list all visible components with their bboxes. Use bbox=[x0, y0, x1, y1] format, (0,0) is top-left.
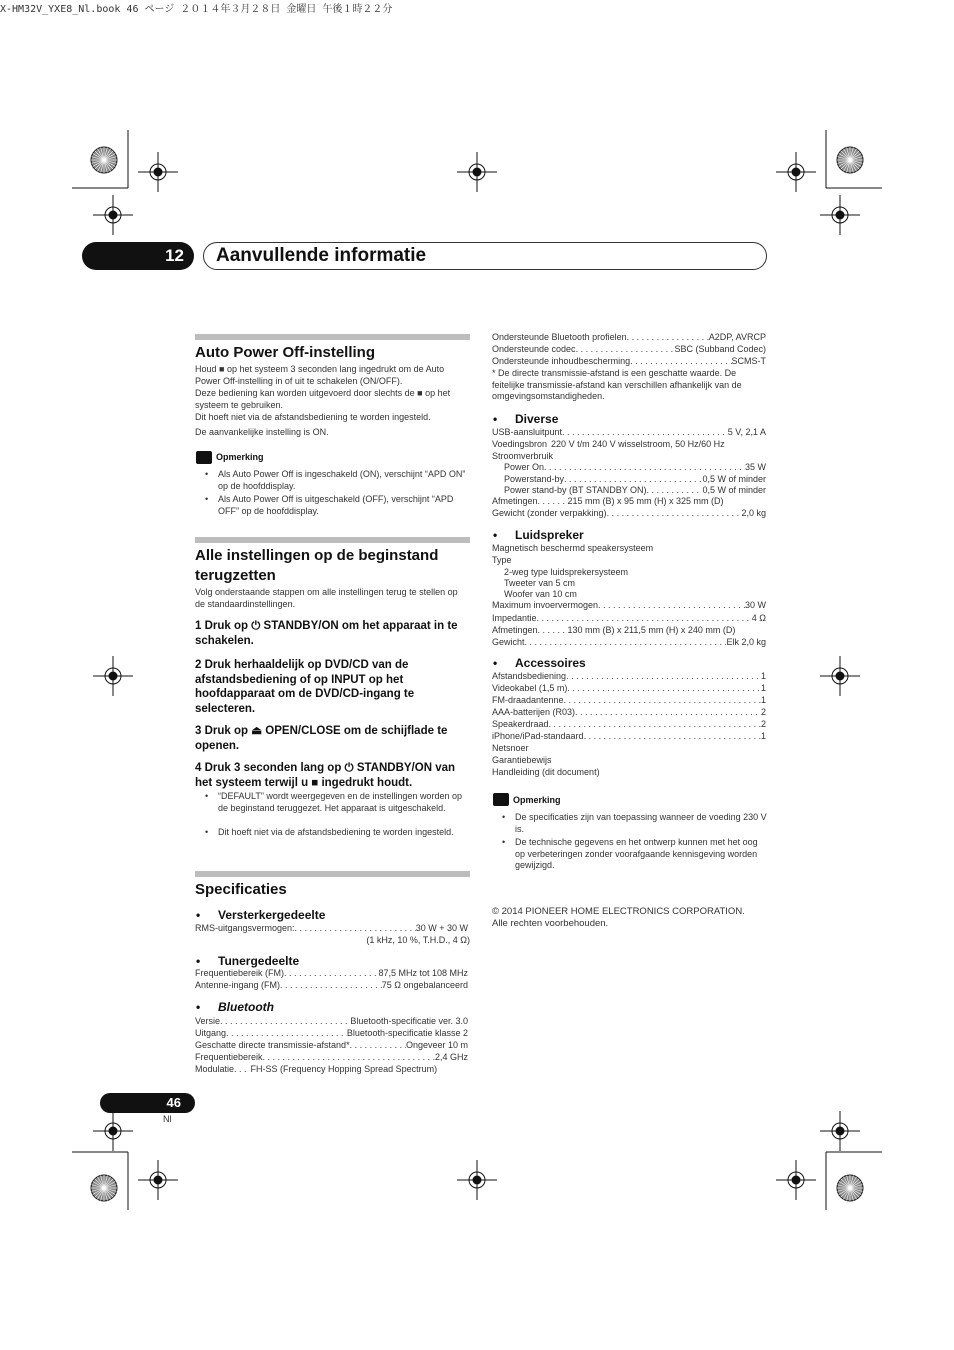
misc-row: Voedingsbron 220 V t/m 240 V wisselstroom, 50 Hz/60 Hz bbox=[492, 439, 725, 449]
accessory-extra: Garantiebewijs bbox=[492, 755, 552, 765]
note-item: • bbox=[502, 837, 506, 847]
accessory-extra: Netsnoer bbox=[492, 743, 529, 753]
speaker-row: Impedantie . . . 4 Ω bbox=[492, 613, 766, 625]
note-item: • bbox=[205, 469, 209, 479]
chapter-title: Aanvullende informatie bbox=[216, 245, 427, 266]
note-label: Opmerking bbox=[216, 452, 264, 462]
tuner-row: Antenne-ingang (FM) . . . 75 Ω ongebalanceerd bbox=[195, 980, 468, 992]
bullet-marker: • bbox=[196, 908, 201, 922]
reset-title-line1: Alle instellingen op de beginstand bbox=[195, 547, 439, 564]
bullet-marker: • bbox=[493, 528, 498, 542]
consumption-row: Powerstand-by . . . 0,5 W of minder bbox=[504, 474, 766, 486]
accessory-row: Speakerdraad . . . 2 bbox=[492, 719, 766, 731]
note-item: De technische gegevens en het ontwerp kunnen met het oog op verbeteringen zonder voorafgaande kennisgeving worden gewijzigd. bbox=[515, 837, 758, 870]
bt-row: Modulatie. . . FH-SS (Frequency Hopping Spread Spectrum) bbox=[195, 1064, 438, 1074]
amp-heading: Versterkergedeelte bbox=[218, 908, 326, 922]
reset-bullet: Dit hoeft niet via de afstandsbediening te worden ingesteld. bbox=[218, 827, 454, 837]
accessory-row: iPhone/iPad-standaard . . . 1 bbox=[492, 731, 766, 743]
speaker-row: Maximum invoervermogen . . . 30 W bbox=[492, 600, 766, 612]
auto-power-p1: Houd ■ op het systeem 3 seconden lang ingedrukt om de Auto Power Off-instelling in of uit te schakelen (ON/OFF). bbox=[195, 364, 445, 386]
auto-power-p4: De aanvankelijke instelling is ON. bbox=[195, 427, 329, 437]
language-code: Nl bbox=[163, 1114, 172, 1124]
copyright-line: Alle rechten voorbehouden. bbox=[492, 918, 609, 929]
speaker-row: Gewicht . . . Elk 2,0 kg bbox=[492, 637, 766, 649]
bt-row: Frequentiebereik . . . 2,4 GHz bbox=[195, 1052, 468, 1064]
auto-power-title: Auto Power Off-instelling bbox=[195, 344, 375, 361]
bt-footnote: * De directe transmissie-afstand is een geschatte waarde. De feitelijke transmissie-afstand kan verschillen afhankelijk van de omgevingsomstandigheden. bbox=[492, 368, 742, 401]
reset-bullet: • bbox=[205, 827, 209, 837]
bullet-marker: • bbox=[493, 656, 498, 670]
bt-row: Ondersteunde codec . . . SBC (Subband Codec) bbox=[492, 344, 766, 356]
misc-heading: Diverse bbox=[515, 412, 559, 426]
section-bar bbox=[195, 537, 470, 543]
note-item: • bbox=[502, 812, 506, 822]
accessory-row: Videokabel (1,5 m) . . . 1 bbox=[492, 683, 766, 695]
speaker-type-line: Tweeter van 5 cm bbox=[504, 578, 576, 588]
print-header: X-HM32V_YXE8_Nl.book 46 ページ ２０１４年３月２８日 金曜日 午後１時２２分 bbox=[0, 4, 393, 15]
bullet-marker: • bbox=[196, 954, 201, 968]
speaker-type-line: Woofer van 10 cm bbox=[504, 589, 577, 599]
speaker-type-label: Type bbox=[492, 555, 512, 565]
reset-step-1: 1 Druk op ⏻ STANDBY/ON om het apparaat in te schakelen. bbox=[195, 620, 458, 647]
auto-power-p2: Deze bediening kan worden uitgevoerd door slechts de ■ op het systeem te gebruiken. bbox=[195, 388, 451, 410]
reset-step-2: 2 Druk herhaaldelijk op DVD/CD van de afstandsbediening of op INPUT op het hoofdapparaat om de DVD/CD-ingang te selecteren. bbox=[195, 659, 415, 715]
misc-row: Afmetingen . . . 215 mm (B) x 95 mm (H) x 325 mm (D) bbox=[492, 496, 766, 508]
note-icon bbox=[196, 451, 212, 464]
bt-row: Uitgang . . . Bluetooth-specificatie klasse 2 bbox=[195, 1028, 468, 1040]
amp-rms-row: RMS-uitgangsvermogen: . . . 30 W + 30 W bbox=[195, 923, 468, 935]
consumption-label: Stroomverbruik bbox=[492, 451, 554, 461]
section-bar bbox=[195, 871, 470, 877]
tuner-heading: Tunergedeelte bbox=[218, 954, 300, 968]
note-item: Als Auto Power Off is uitgeschakeld (OFF), verschijnt “APD OFF” op de hoofddisplay. bbox=[218, 494, 454, 516]
note-label: Opmerking bbox=[513, 795, 561, 805]
note-item: • bbox=[205, 494, 209, 504]
auto-power-p3: Dit hoeft niet via de afstandsbediening te worden ingesteld. bbox=[195, 412, 431, 422]
chapter-number: 12 bbox=[82, 242, 194, 270]
speaker-type-line: 2-weg type luidsprekersysteem bbox=[504, 567, 629, 577]
reset-title-line2: terugzetten bbox=[195, 567, 276, 584]
bt-row: Ondersteunde inhoudbescherming . . . SCMS-T bbox=[492, 356, 766, 368]
bullet-marker: • bbox=[493, 412, 498, 426]
section-bar bbox=[195, 334, 470, 340]
misc-row: USB-aansluitpunt . . . 5 V, 2,1 A bbox=[492, 427, 766, 439]
tuner-row: Frequentiebereik (FM) . . . 87,5 MHz tot 108 MHz bbox=[195, 968, 468, 980]
speaker-line: Magnetisch beschermd speakersysteem bbox=[492, 543, 654, 553]
consumption-row: Power stand-by (BT STANDBY ON) . . . 0,5 W of minder bbox=[504, 485, 766, 497]
bt-row: Ondersteunde Bluetooth profielen . . . A2DP, AVRCP bbox=[492, 332, 766, 344]
consumption-row: Power On . . . 35 W bbox=[504, 462, 766, 474]
reset-step-4: 4 Druk 3 seconden lang op ⏻ STANDBY/ON van het systeem terwijl u ■ ingedrukt houdt. bbox=[195, 762, 456, 789]
note-item: Als Auto Power Off is ingeschakeld (ON), verschijnt “APD ON” op de hoofddisplay. bbox=[218, 469, 466, 491]
amp-rms-condition: (1 kHz, 10 %, T.H.D., 4 Ω) bbox=[366, 935, 470, 945]
specs-title: Specificaties bbox=[195, 881, 287, 898]
reset-bullet: • bbox=[205, 791, 209, 801]
bullet-marker: • bbox=[196, 1000, 201, 1014]
note-icon bbox=[493, 793, 509, 806]
page-number: 46 bbox=[100, 1093, 195, 1113]
reset-step-3: 3 Druk op ⏏ OPEN/CLOSE om de schijflade te openen. bbox=[195, 725, 448, 752]
bluetooth-heading: Bluetooth bbox=[218, 1000, 274, 1014]
accessory-row: Afstandsbediening . . . 1 bbox=[492, 671, 766, 683]
accessories-heading: Accessoires bbox=[515, 656, 586, 670]
bt-row: Versie . . . Bluetooth-specificatie ver. 3.0 bbox=[195, 1016, 468, 1028]
reset-intro: Volg onderstaande stappen om alle instellingen terug te stellen op de standaardinstellingen. bbox=[195, 587, 458, 609]
accessory-row: AAA-batterijen (R03) . . . 2 bbox=[492, 707, 766, 719]
speaker-heading: Luidspreker bbox=[515, 528, 584, 542]
note-item: De specificaties zijn van toepassing wanneer de voeding 230 V is. bbox=[515, 812, 767, 834]
reset-bullet: “DEFAULT” wordt weergegeven en de instellingen worden op de beginstand teruggezet. Het apparaat is uitgeschakeld. bbox=[218, 791, 462, 813]
speaker-row: Afmetingen . . . 130 mm (B) x 211,5 mm (H) x 240 mm (D) bbox=[492, 625, 766, 637]
accessory-extra: Handleiding (dit document) bbox=[492, 767, 600, 777]
accessory-row: FM-draadantenne . . . 1 bbox=[492, 695, 766, 707]
bt-row: Geschatte directe transmissie-afstand* . . . Ongeveer 10 m bbox=[195, 1040, 468, 1052]
copyright-line: © 2014 PIONEER HOME ELECTRONICS CORPORATION. bbox=[492, 906, 745, 917]
misc-row: Gewicht (zonder verpakking) . . . 2,0 kg bbox=[492, 508, 766, 520]
